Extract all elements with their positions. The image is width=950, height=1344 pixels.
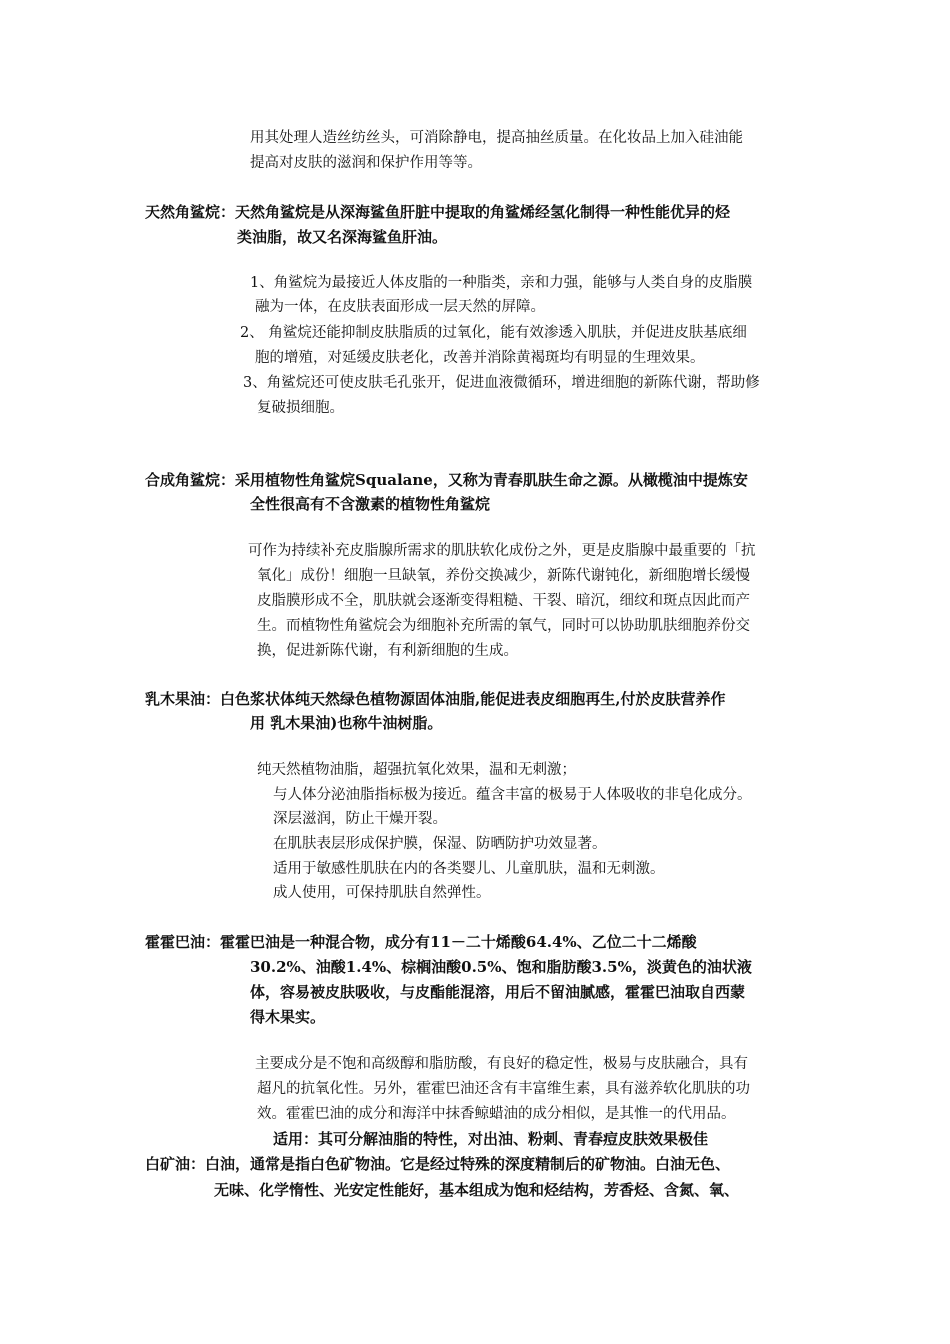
list-item: 成人使用，可保持肌肤自然弹性。	[273, 885, 491, 901]
list-item-continuation: 胞的增殖，对延缓皮肤老化，改善并消除黄褐斑均有明显的生理效果。	[255, 350, 705, 366]
section-heading-continuation: 类油脂，故又名深海鲨鱼肝油。	[237, 228, 448, 246]
paragraph-line: 换，促进新陈代谢，有利新细胞的生成。	[257, 643, 518, 659]
paragraph-line: 主要成分是不饱和高级醇和脂肪酸，有良好的稳定性，极易与皮肤融合，具有	[255, 1056, 748, 1072]
section-heading-continuation: 无味、化学惰性、光安定性能好，基本组成为饱和烃结构，芳香烃、含氮、氧、	[214, 1181, 740, 1199]
section-heading-natural-squalane: 天然角鲨烷：天然角鲨烷是从深海鲨鱼肝脏中提取的角鲨烯经氢化制得一种性能优异的烃	[145, 203, 731, 221]
intro-line: 提高对皮肤的滋润和保护作用等等。	[250, 155, 482, 171]
list-item: 深层滋润，防止干燥开裂。	[273, 811, 447, 827]
paragraph-line: 效。霍霍巴油的成分和海洋中抹香鲸蜡油的成分相似，是其惟一的代用品。	[257, 1106, 736, 1122]
list-item: 与人体分泌油脂指标极为接近。蕴含丰富的极易于人体吸收的非皂化成分。	[273, 787, 752, 803]
paragraph-line: 可作为持续补充皮脂腺所需求的肌肤软化成份之外，更是皮脂腺中最重要的「抗	[248, 543, 756, 559]
list-item: 适用于敏感性肌肤在内的各类婴儿、儿童肌肤，温和无刺激。	[273, 861, 665, 877]
section-heading-shea-butter: 乳木果油：白色浆状体纯天然绿色植物源固体油脂,能促进表皮细胞再生,付於皮肤营养作	[145, 690, 726, 708]
list-item: 纯天然植物油脂，超强抗氧化效果，温和无刺激；	[257, 762, 576, 778]
list-item-continuation: 融为一体，在皮肤表面形成一层天然的屏障。	[255, 299, 545, 315]
section-heading-continuation: 用 乳木果油)也称牛油树脂。	[250, 714, 443, 732]
list-item: 2、 角鲨烷还能抑制皮肤脂质的过氧化，能有效渗透入肌肤，并促进皮肤基底细	[240, 325, 747, 341]
list-item: 1、角鲨烷为最接近人体皮脂的一种脂类，亲和力强，能够与人类自身的皮脂膜	[250, 275, 753, 291]
list-item: 3、角鲨烷还可使皮肤毛孔张开，促进血液微循环，增进细胞的新陈代谢，帮助修	[243, 375, 760, 391]
paragraph-line: 生。而植物性角鲨烷会为细胞补充所需的氧气，同时可以协助肌肤细胞养份交	[257, 618, 750, 634]
list-item: 在肌肤表层形成保护膜，保湿、防晒防护功效显著。	[273, 836, 607, 852]
paragraph-line: 氧化」成份！细胞一旦缺氧，养份交换减少，新陈代谢钝化，新细胞增长缓慢	[257, 568, 750, 584]
section-heading-continuation: 体，容易被皮肤吸收，与皮酯能混溶，用后不留油腻感，霍霍巴油取自西蒙	[250, 983, 746, 1001]
section-heading-continuation: 30.2%、油酸1.4%、棕榈油酸0.5%、饱和脂肪酸3.5%，淡黄色的油状液	[250, 958, 752, 976]
section-heading-synthetic-squalane: 合成角鲨烷：采用植物性角鲨烷Squalane，又称为青春肌肤生命之源。从橄榄油中提炼安	[145, 471, 748, 489]
list-item-continuation: 复破损细胞。	[257, 400, 344, 416]
usage-note: 适用：其可分解油脂的特性，对出油、粉刺、青春痘皮肤效果极佳	[273, 1130, 709, 1148]
section-heading-continuation: 得木果实。	[250, 1008, 326, 1026]
paragraph-line: 皮脂膜形成不全，肌肤就会逐渐变得粗糙、干裂、暗沉，细纹和斑点因此而产	[257, 593, 750, 609]
paragraph-line: 超凡的抗氧化性。另外，霍霍巴油还含有丰富维生素，具有滋养软化肌肤的功	[257, 1081, 750, 1097]
section-heading-continuation: 全性很高有不含激素的植物性角鲨烷	[250, 495, 491, 513]
intro-line: 用其处理人造丝纺丝头，可消除静电，提高抽丝质量。在化妆品上加入硅油能	[250, 130, 743, 146]
section-heading-white-mineral-oil: 白矿油：白油，通常是指白色矿物油。它是经过特殊的深度精制后的矿物油。白油无色、	[145, 1155, 731, 1173]
section-heading-jojoba: 霍霍巴油：霍霍巴油是一种混合物，成分有11－二十烯酸64.4%、乙位二十二烯酸	[145, 933, 697, 951]
